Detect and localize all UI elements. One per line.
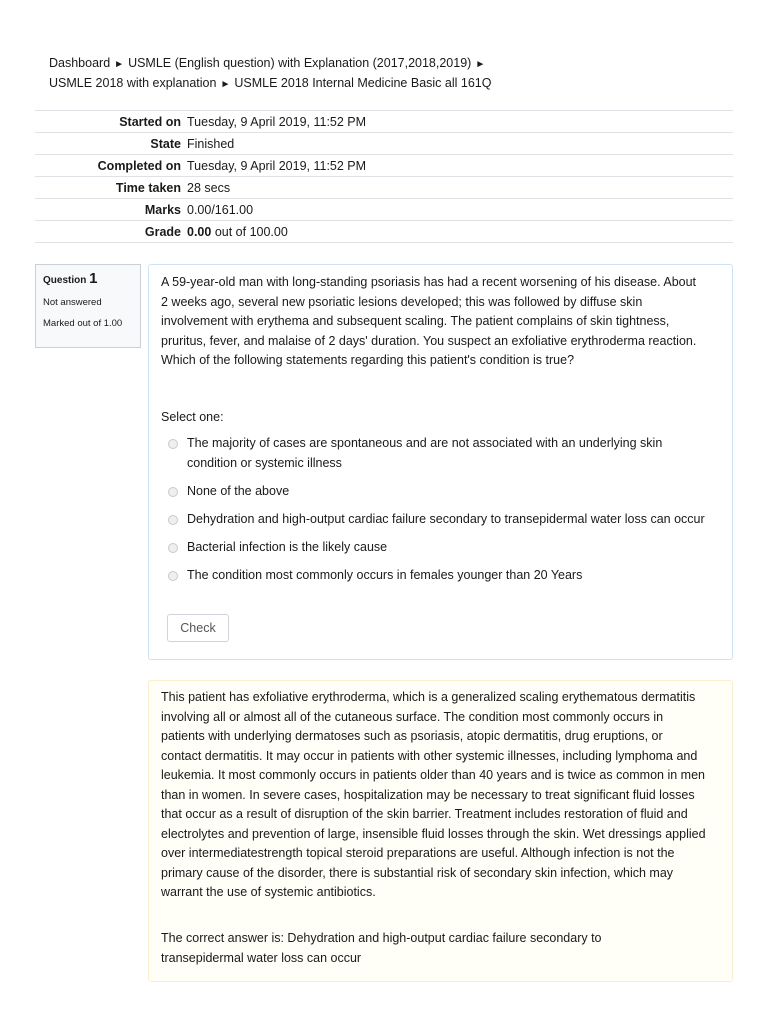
radio-button[interactable] (168, 439, 178, 449)
summary-label: Marks (144, 202, 181, 217)
answer-option[interactable] (167, 565, 712, 585)
summary-row-state (35, 133, 733, 155)
summary-label: Started on (119, 114, 181, 129)
summary-value: 28 secs (187, 180, 231, 195)
question-prefix: Question (43, 275, 87, 286)
grade-out-of: out of 100.00 (211, 224, 288, 239)
feedback-panel (148, 680, 733, 982)
breadcrumb-quiz[interactable]: USMLE 2018 Internal Medicine Basic all 161Q (234, 76, 492, 90)
correct-answer: The correct answer is: Dehydration and high-output cardiac failure secondary to transepidermal water loss can occur (161, 931, 602, 965)
answer-option-label: Bacterial infection is the likely cause (187, 540, 388, 554)
summary-label: Completed on (97, 158, 181, 173)
question-number-value: 1 (89, 270, 98, 287)
attempt-summary-table (35, 110, 733, 243)
breadcrumb-dashboard[interactable]: Dashboard (49, 56, 111, 70)
answer-option-label: Dehydration and high-output cardiac failure secondary to transepidermal water loss can occur (187, 512, 705, 526)
question-number (43, 270, 140, 287)
answer-option[interactable] (167, 537, 712, 557)
check-button[interactable]: Check (167, 614, 229, 642)
summary-row-completed (35, 155, 733, 177)
summary-value (187, 221, 733, 243)
summary-value: Tuesday, 9 April 2019, 11:52 PM (187, 114, 367, 129)
summary-row-started (35, 111, 733, 133)
summary-label: State (150, 136, 181, 151)
answer-option[interactable] (167, 481, 712, 501)
breadcrumb (49, 54, 739, 94)
summary-value: Finished (187, 136, 235, 151)
breadcrumb-separator-icon: ► (220, 79, 231, 90)
grade-score: 0.00 (187, 224, 212, 239)
answer-option-label: The majority of cases are spontaneous and are not associated with an underlying skin condition or systemic illness (187, 436, 663, 470)
summary-label: Time taken (115, 180, 181, 195)
breadcrumb-section[interactable]: USMLE 2018 with explanation (49, 76, 217, 90)
breadcrumb-separator-icon: ► (475, 59, 486, 70)
question-content (148, 264, 733, 660)
answer-option-label: The condition most commonly occurs in females younger than 20 Years (187, 568, 583, 582)
summary-value: 0.00/161.00 (187, 202, 254, 217)
breadcrumb-course[interactable]: USMLE (English question) with Explanation (2017,2018,2019) (128, 56, 472, 70)
answer-option[interactable] (167, 433, 712, 473)
answer-options (167, 433, 712, 593)
radio-button[interactable] (168, 543, 178, 553)
summary-row-time-taken (35, 177, 733, 199)
question-marks: Marked out of 1.00 (43, 318, 123, 329)
question-text: A 59-year-old man with long-standing psoriasis has had a recent worsening of his disease. About 2 weeks ago, several new psoriatic lesions developed; this was followed by diffuse skin involvement with erythema and subsequent scaling. The patient complains of skin tightness, pruritus, fever, and malaise of 2 days' duration. You suspect an exfoliative erythroderma reaction. Which of the following statements regarding this patient's condition is true? (161, 275, 697, 368)
answer-option-label: None of the above (187, 484, 290, 498)
radio-button[interactable] (168, 515, 178, 525)
summary-label: Grade (144, 224, 181, 239)
radio-button[interactable] (168, 487, 178, 497)
general-feedback: This patient has exfoliative erythroderma, which is a generalized scaling erythematous dermatitis involving all or almost all of the cutaneous surface. The condition most commonly occurs in patients with underlying dermatoses such as psoriasis, atopic dermatitis, drug eruptions, or contact dermatitis. It may occur in patients with other systemic illnesses, including lymphoma and leukemia. It most commonly occurs in patients older than 40 years and is twice as common in men than in women. In severe cases, hospitalization may be necessary to treat significant fluid losses that occur as a result of disruption of the skin barrier. Treatment includes restoration of fluid and electrolytes and prevention of large, insensible fluid losses through the skin. Wet dressings applied over intermediatestrength topical steroid preparations are useful. Although infection is not the primary cause of the disorder, there is substantial risk of secondary skin infection, which may warrant the use of systemic antibiotics. (161, 690, 706, 899)
answer-option[interactable] (167, 509, 712, 529)
select-prompt: Select one: (161, 410, 224, 424)
breadcrumb-separator-icon: ► (114, 59, 125, 70)
summary-row-grade (35, 221, 733, 243)
radio-button[interactable] (168, 571, 178, 581)
question-info (35, 264, 141, 348)
summary-row-marks (35, 199, 733, 221)
summary-value: Tuesday, 9 April 2019, 11:52 PM (187, 158, 367, 173)
question-state: Not answered (43, 297, 102, 308)
